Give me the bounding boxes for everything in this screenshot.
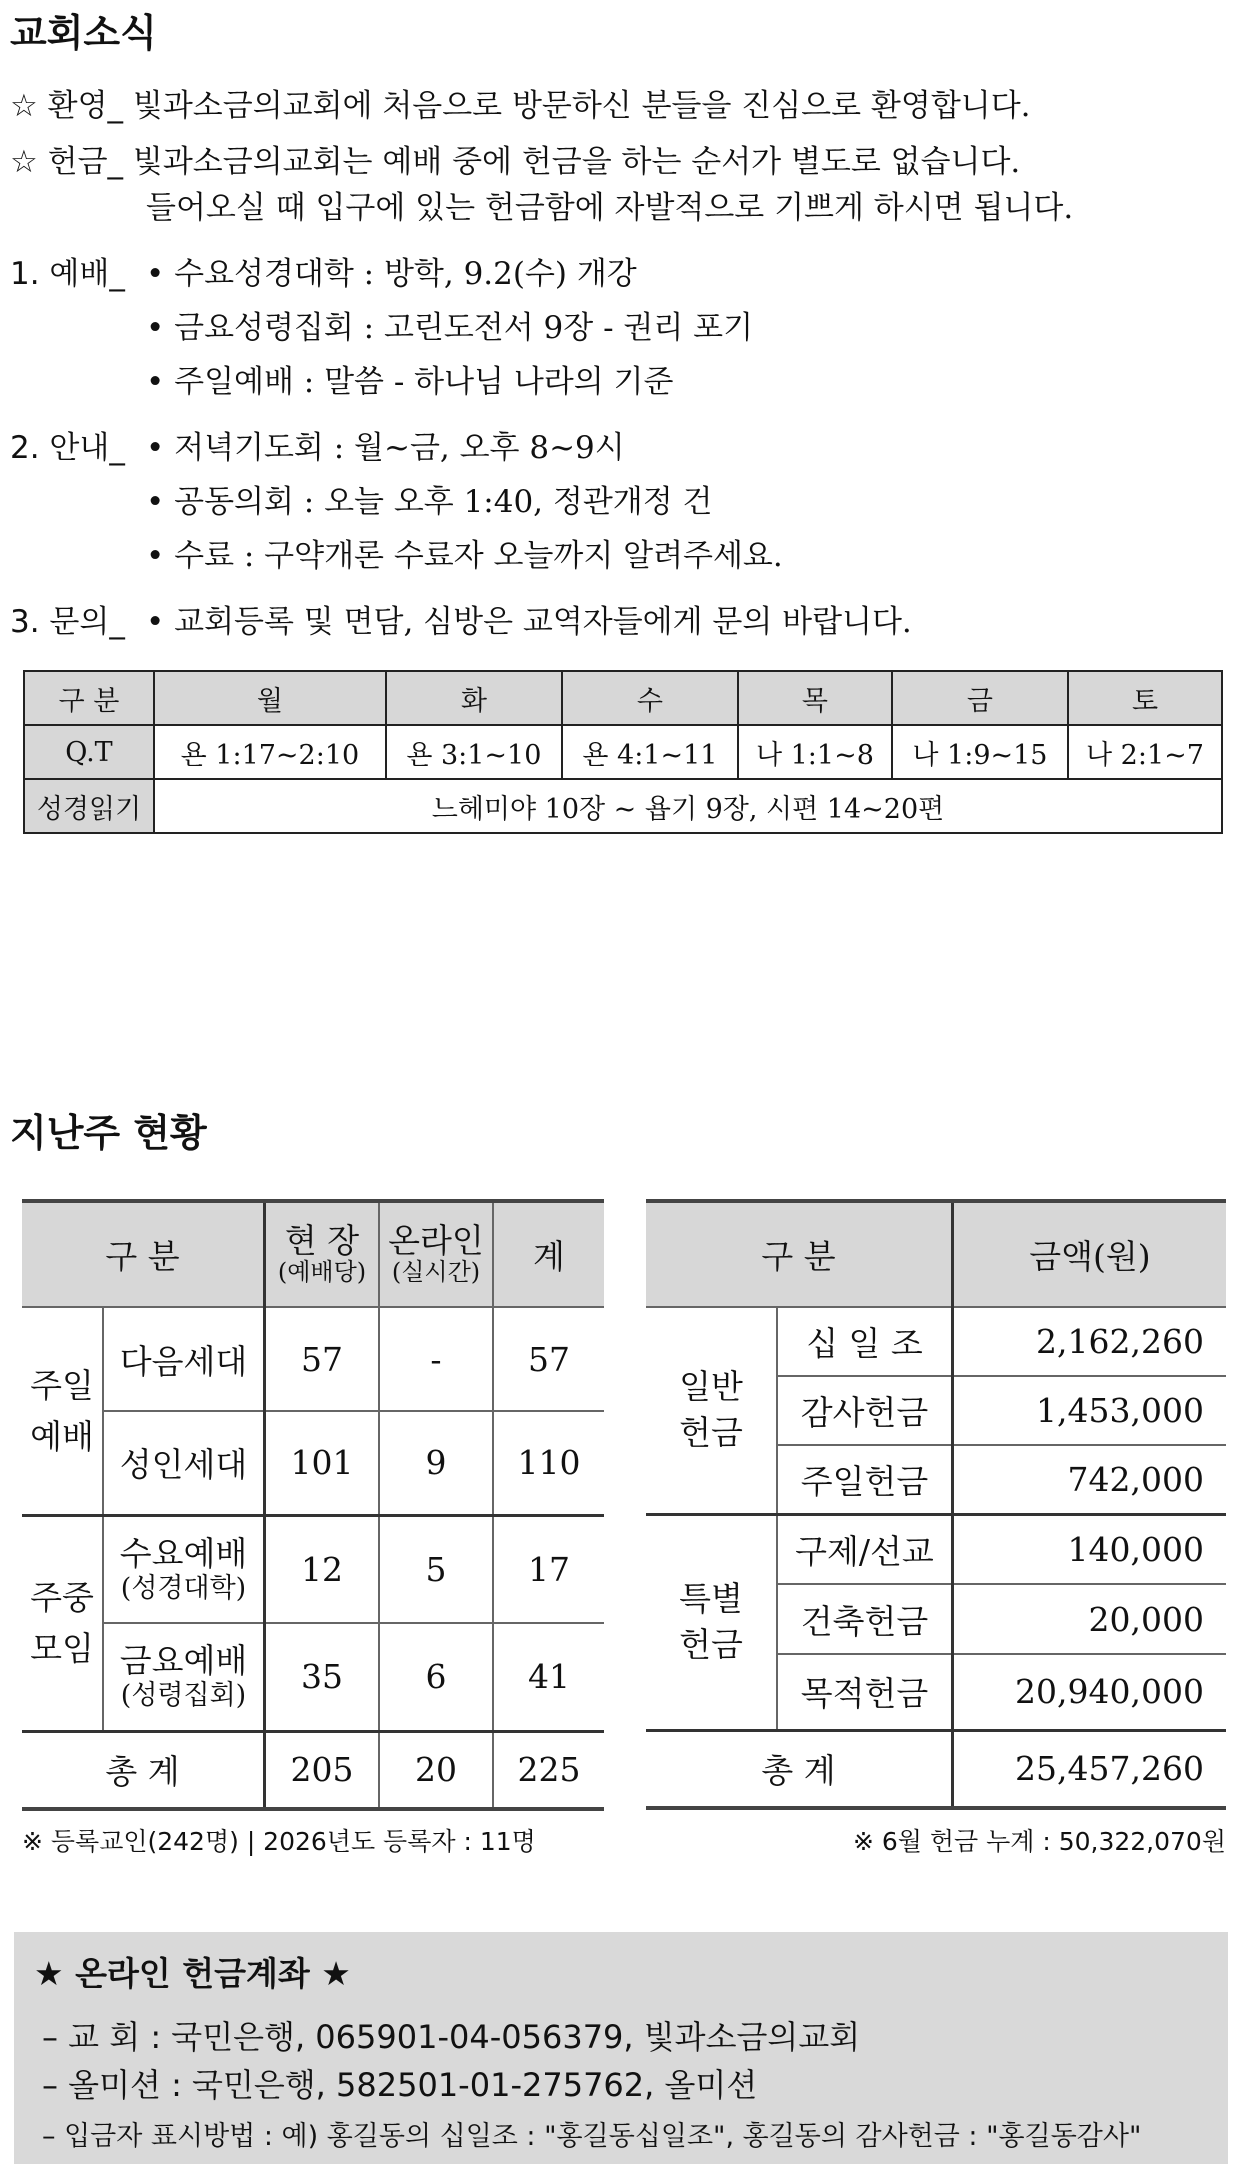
total-row [646, 1730, 1226, 1808]
qt-table [23, 670, 1223, 834]
qt-header-cell: 목 [738, 671, 892, 725]
row-name: 목적헌금 [777, 1654, 953, 1730]
account-line-depositor-format: – 입금자 표시방법 : 예) 홍길동의 십일조 : "홍길동십일조", 홍길동의 감사헌금 : "홍길동감사" [42, 2121, 1142, 2152]
qt-row [24, 725, 1222, 779]
attendance-header-row [22, 1201, 604, 1307]
attendance-header-total: 계 [493, 1201, 604, 1307]
total-row-label: 총 계 [22, 1731, 265, 1809]
row-name-sub: (성령집회) [120, 1680, 247, 1712]
welcome-line [10, 80, 1031, 125]
table-row [22, 1623, 604, 1731]
attendance-header-onsite [265, 1201, 380, 1307]
onsite-value: 205 [265, 1731, 380, 1809]
attendance-table [22, 1199, 604, 1811]
online-account-title: ★ 온라인 헌금계좌 ★ [34, 1954, 351, 1993]
online-sub-label: (실시간) [391, 1258, 481, 1287]
total-value: 17 [493, 1515, 604, 1623]
item-line: • 공동의회 : 오늘 오후 1:40, 정관개정 건 [146, 484, 713, 520]
table-row [22, 1411, 604, 1515]
qt-cell: 욘 3:1~10 [386, 725, 562, 779]
total-value: 41 [493, 1623, 604, 1731]
row-name: 다음세대 [103, 1307, 265, 1411]
qt-header-cell: 구 분 [24, 671, 154, 725]
row-name: 성인세대 [103, 1411, 265, 1515]
online-value: 5 [379, 1515, 493, 1623]
offering-header-amount: 금액(원) [953, 1201, 1227, 1307]
onsite-sub-label: (예배당) [277, 1258, 367, 1287]
section-title-news: 교회소식 [10, 11, 157, 55]
item-line: • 주일예배 : 말씀 - 하나님 나라의 기준 [146, 364, 674, 400]
total-row [22, 1731, 604, 1809]
qt-header-cell: 화 [386, 671, 562, 725]
table-row [22, 1515, 604, 1623]
amount-value: 140,000 [953, 1514, 1227, 1584]
row-name: 구제/선교 [777, 1514, 953, 1584]
row-name: 건축헌금 [777, 1584, 953, 1654]
qt-cell: 욘 4:1~11 [562, 725, 738, 779]
onsite-value: 57 [265, 1307, 380, 1411]
total-value: 110 [493, 1411, 604, 1515]
offering-line [10, 136, 1020, 181]
section-title-last-week: 지난주 현황 [10, 1111, 207, 1155]
item-line: • 수료 : 구약개론 수료자 오늘까지 알려주세요. [146, 538, 783, 574]
offering-label: ☆ 헌금_ [10, 144, 124, 180]
group-label-weekday: 주중 모임 [22, 1515, 103, 1731]
welcome-label: ☆ 환영_ [10, 88, 124, 124]
onsite-value: 35 [265, 1623, 380, 1731]
offering-header-row [646, 1201, 1226, 1307]
online-value: - [379, 1307, 493, 1411]
item-label-inquiry: 3. 문의_ [10, 604, 125, 640]
amount-value: 742,000 [953, 1445, 1227, 1514]
qt-cell: 나 1:1~8 [738, 725, 892, 779]
online-value: 9 [379, 1411, 493, 1515]
attendance-header-category: 구 분 [22, 1201, 265, 1307]
reading-row [24, 779, 1222, 833]
account-line-allmission: – 올미션 : 국민은행, 582501-01-275762, 올미션 [42, 2066, 758, 2104]
qt-header-cell: 금 [892, 671, 1068, 725]
item-label-guide: 2. 안내_ [10, 430, 125, 466]
row-name-sub: (성경대학) [120, 1572, 247, 1604]
total-row-label: 총 계 [646, 1730, 953, 1808]
table-row [646, 1514, 1226, 1584]
registration-note: ※ 등록교인(242명) | 2026년도 등록자 : 11명 [22, 1827, 536, 1856]
qt-cell: 나 1:9~15 [892, 725, 1068, 779]
amount-value: 20,000 [953, 1584, 1227, 1654]
amount-value: 1,453,000 [953, 1376, 1227, 1445]
row-name-main: 수요예배 [119, 1533, 248, 1573]
row-name: 감사헌금 [777, 1376, 953, 1445]
qt-header-cell: 토 [1068, 671, 1222, 725]
item-line: • 저녁기도회 : 월~금, 오후 8~9시 [146, 430, 625, 466]
qt-cell: 나 2:1~7 [1068, 725, 1222, 779]
table-row [646, 1307, 1226, 1376]
qt-row-label: Q.T [24, 725, 154, 779]
total-amount-value: 25,457,260 [953, 1730, 1227, 1808]
online-account-box [14, 1932, 1228, 2164]
group-label-sunday: 주일 예배 [22, 1307, 103, 1515]
qt-header-row [24, 671, 1222, 725]
item-label-worship: 1. 예배_ [10, 256, 125, 292]
item-line: • 교회등록 및 면담, 심방은 교역자들에게 문의 바랍니다. [146, 604, 912, 640]
qt-cell: 욘 1:17~2:10 [154, 725, 386, 779]
onsite-label: 현 장 [284, 1221, 360, 1261]
table-row [22, 1307, 604, 1411]
offering-table [646, 1199, 1226, 1810]
row-name: 주일헌금 [777, 1445, 953, 1514]
item-line: • 금요성령집회 : 고린도전서 9장 - 권리 포기 [146, 310, 754, 346]
account-line-church: – 교 회 : 국민은행, 065901-04-056379, 빛과소금의교회 [42, 2018, 861, 2056]
offering-header-category: 구 분 [646, 1201, 953, 1307]
group-label-special: 특별 헌금 [646, 1514, 777, 1730]
qt-header-cell: 월 [154, 671, 386, 725]
online-value: 6 [379, 1623, 493, 1731]
row-name [103, 1515, 265, 1623]
row-name: 십 일 조 [777, 1307, 953, 1376]
group-label-general: 일반 헌금 [646, 1307, 777, 1514]
item-line: • 수요성경대학 : 방학, 9.2(수) 개강 [146, 256, 637, 292]
reading-row-label: 성경읽기 [24, 779, 154, 833]
total-value: 57 [493, 1307, 604, 1411]
reading-cell: 느헤미야 10장 ~ 욥기 9장, 시편 14~20편 [154, 779, 1222, 833]
amount-value: 2,162,260 [953, 1307, 1227, 1376]
monthly-offering-note: ※ 6월 헌금 누계 : 50,322,070원 [852, 1827, 1226, 1856]
total-value: 225 [493, 1731, 604, 1809]
welcome-text: 빛과소금의교회에 처음으로 방문하신 분들을 진심으로 환영합니다. [132, 88, 1031, 124]
row-name [103, 1623, 265, 1731]
online-label: 온라인 [388, 1221, 484, 1261]
qt-header-cell: 수 [562, 671, 738, 725]
onsite-value: 101 [265, 1411, 380, 1515]
amount-value: 20,940,000 [953, 1654, 1227, 1730]
onsite-value: 12 [265, 1515, 380, 1623]
attendance-header-online [379, 1201, 493, 1307]
row-name-main: 금요예배 [119, 1641, 248, 1681]
offering-text-1: 빛과소금의교회는 예배 중에 헌금을 하는 순서가 별도로 없습니다. [132, 144, 1021, 180]
online-value: 20 [379, 1731, 493, 1809]
offering-text-2: 들어오실 때 입구에 있는 헌금함에 자발적으로 기쁘게 하시면 됩니다. [146, 190, 1074, 226]
